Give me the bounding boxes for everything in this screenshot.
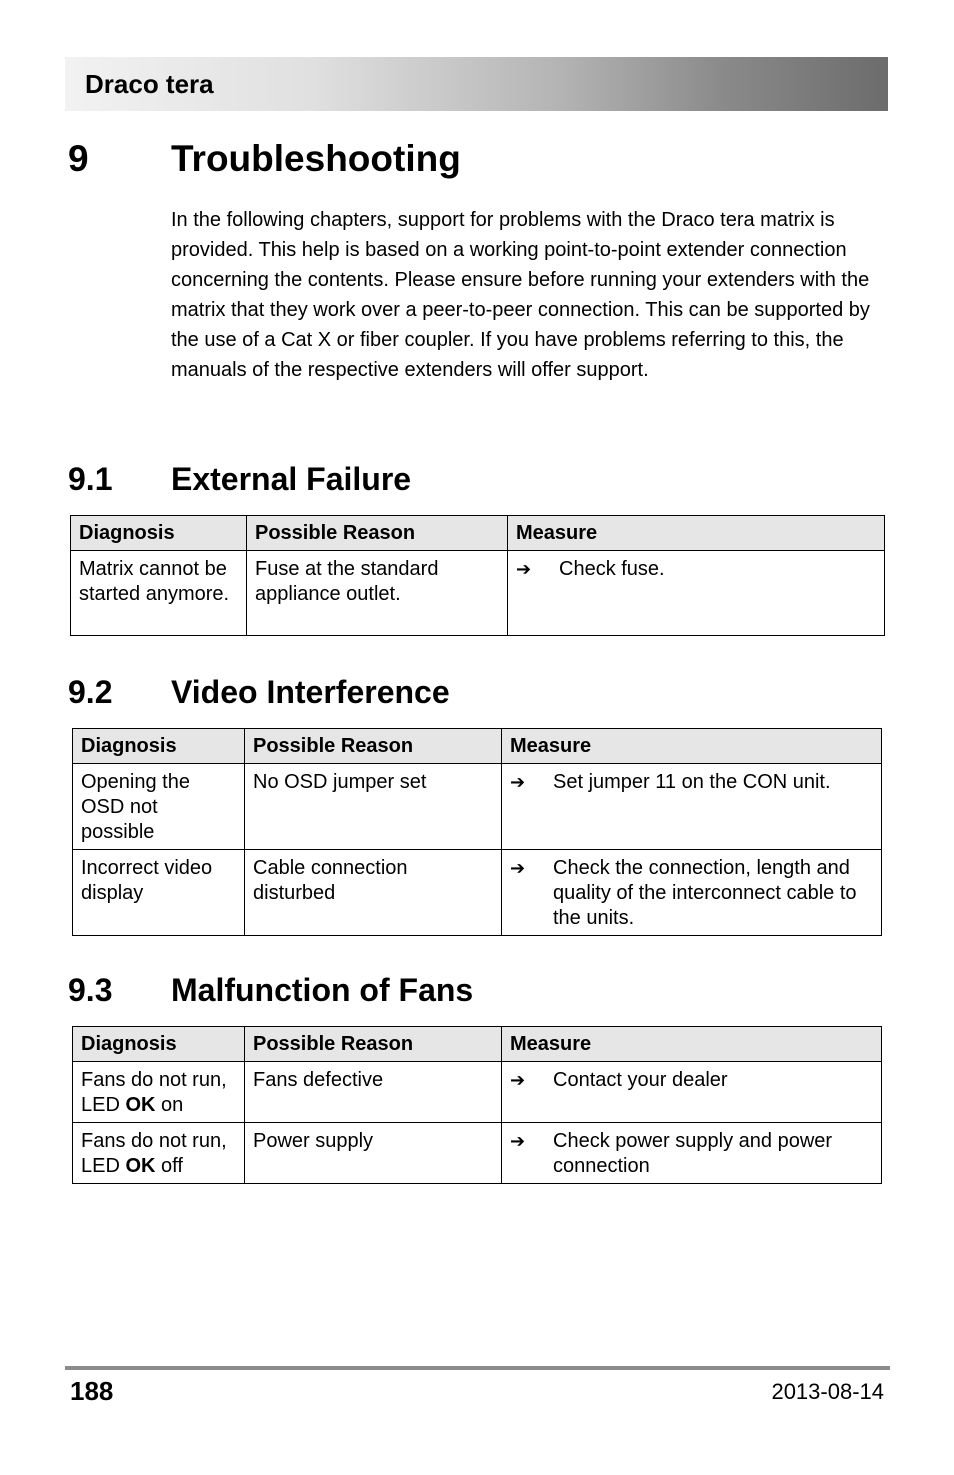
measure-text: Contact your dealer	[553, 1069, 728, 1091]
section-number: 9.1	[68, 461, 113, 497]
diagnosis-cell	[73, 1123, 245, 1184]
arrow-right-icon: ➔	[510, 1131, 526, 1152]
measure-cell	[502, 1123, 882, 1184]
section-title: Malfunction of Fans	[171, 972, 474, 1008]
section-title: External Failure	[171, 461, 412, 497]
header-title: Draco tera	[85, 69, 214, 99]
arrow-right-icon: ➔	[510, 772, 526, 793]
table-row	[71, 551, 885, 636]
column-header-diagnosis: Diagnosis	[73, 729, 245, 764]
diagnosis-text: Fans do not run, LED	[81, 1130, 227, 1177]
external-failure-table	[70, 515, 885, 636]
led-state: off	[155, 1155, 183, 1177]
reason-cell: Power supply	[245, 1123, 502, 1184]
reason-cell: Cable connection disturbed	[245, 850, 502, 936]
reason-cell: No OSD jumper set	[245, 764, 502, 850]
diagnosis-text: Fans do not run, LED	[81, 1069, 227, 1116]
chapter-title: Troubleshooting	[171, 138, 461, 179]
column-header-reason: Possible Reason	[247, 516, 508, 551]
arrow-right-icon: ➔	[510, 1070, 526, 1091]
measure-text: Set jumper 11 on the CON unit.	[553, 771, 831, 793]
table-row	[73, 1062, 882, 1123]
column-header-reason: Possible Reason	[245, 729, 502, 764]
intro-paragraph: In the following chapters, support for problems with the Draco tera matrix is provided. This help is based on a working point-to-point extender connection concerning the contents. Please ensure before running your extenders with the matrix that they work over a peer-to-peer connection. This can be supported by the use of a Cat X or fiber coupler. If you have problems referring to this, the manuals of the respective extenders will offer support.	[171, 209, 870, 381]
footer-divider	[65, 1366, 890, 1370]
led-label: OK	[125, 1094, 156, 1116]
table-header-row	[71, 516, 885, 551]
reason-cell: Fuse at the standard appliance outlet.	[247, 551, 508, 636]
column-header-measure: Measure	[508, 516, 885, 551]
measure-text: Check power supply and power connection	[553, 1130, 833, 1177]
measure-text: Check fuse.	[559, 558, 665, 580]
section-number: 9.2	[68, 674, 113, 710]
page-number: 188	[70, 1376, 114, 1406]
fan-malfunction-table	[72, 1026, 882, 1184]
chapter-number: 9	[68, 138, 89, 179]
diagnosis-cell: Matrix cannot be started anymore.	[71, 551, 247, 636]
table-header-row	[73, 729, 882, 764]
column-header-reason: Possible Reason	[245, 1027, 502, 1062]
measure-cell	[502, 1062, 882, 1123]
diagnosis-cell: Opening the OSD not possible	[73, 764, 245, 850]
led-state: on	[155, 1094, 184, 1116]
measure-cell	[502, 850, 882, 936]
video-interference-table	[72, 728, 882, 936]
table-row	[73, 850, 882, 936]
header-band	[65, 57, 888, 111]
column-header-diagnosis: Diagnosis	[73, 1027, 245, 1062]
led-label: OK	[125, 1155, 156, 1177]
section-heading-9-1	[68, 461, 411, 498]
table-header-row	[73, 1027, 882, 1062]
arrow-right-icon: ➔	[510, 858, 526, 879]
table-row	[73, 1123, 882, 1184]
diagnosis-cell	[73, 1062, 245, 1123]
section-heading-9-3	[68, 972, 473, 1009]
arrow-right-icon: ➔	[516, 559, 532, 580]
section-heading-9-2	[68, 674, 450, 711]
section-number: 9.3	[68, 972, 113, 1008]
measure-cell	[502, 764, 882, 850]
diagnosis-cell: Incorrect video display	[73, 850, 245, 936]
table-row	[73, 764, 882, 850]
column-header-diagnosis: Diagnosis	[71, 516, 247, 551]
measure-cell	[508, 551, 885, 636]
measure-text: Check the connection, length and quality of the interconnect cable to the units.	[553, 857, 857, 929]
section-title: Video Interference	[171, 674, 450, 710]
chapter-heading	[68, 138, 461, 180]
footer-date: 2013-08-14	[771, 1379, 884, 1404]
column-header-measure: Measure	[502, 1027, 882, 1062]
reason-cell: Fans defective	[245, 1062, 502, 1123]
column-header-measure: Measure	[502, 729, 882, 764]
